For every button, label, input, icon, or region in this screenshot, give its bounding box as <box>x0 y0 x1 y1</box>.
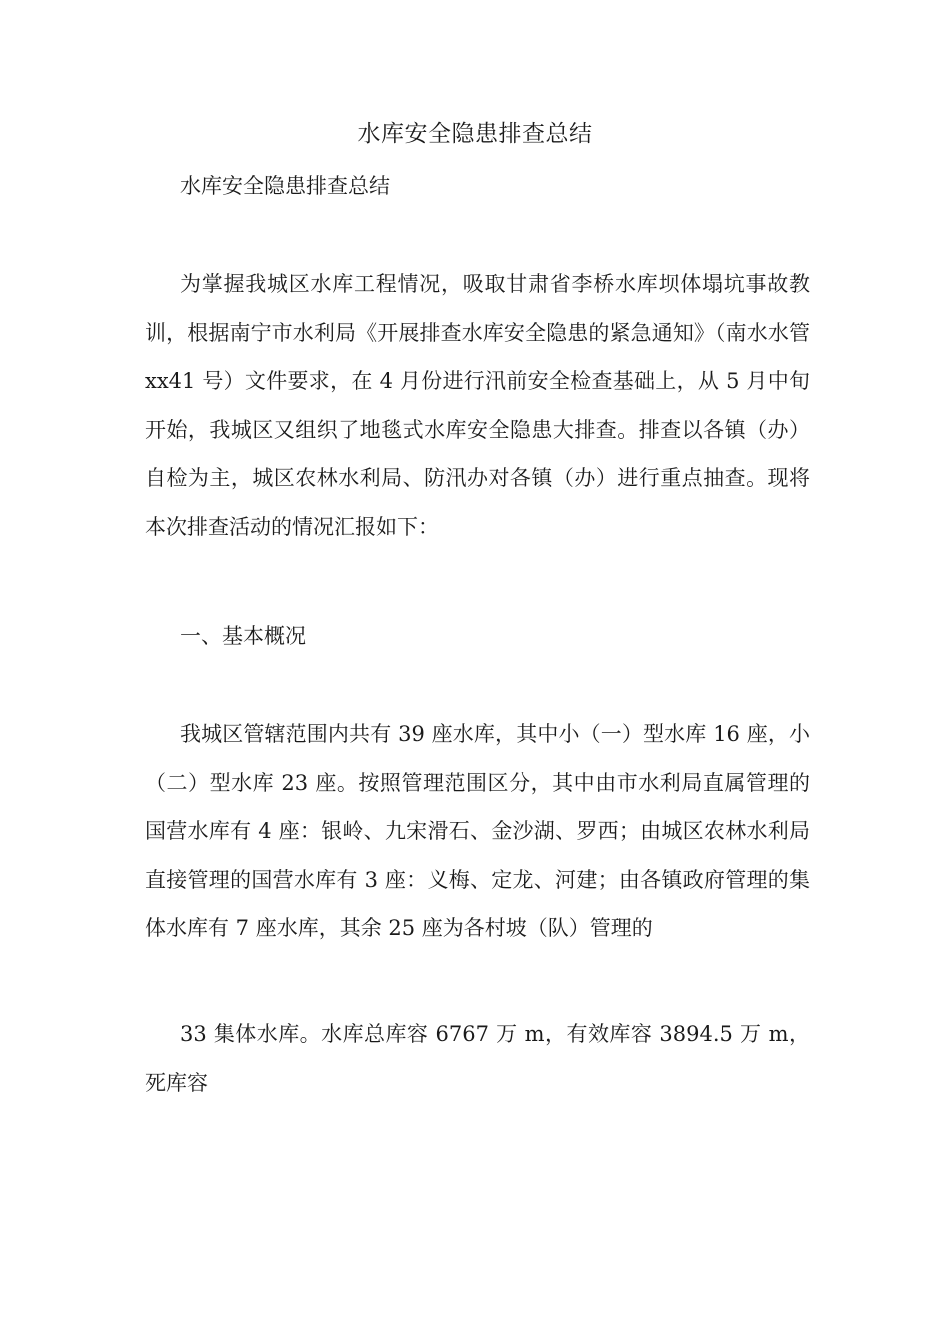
paragraph-overview: 我城区管辖范围内共有 39 座水库，其中小（一）型水库 16 座，小（二）型水库 23 座。按照管理范围区分，其中由市水利局直属管理的国营水库有 4 座：银岭、九宋滑石、金沙湖、罗西；由城区农林水利局直接管理的国营水库有 3 座：义梅、定龙、河建；由各镇政府管理的集体水库有 7 座水库，其余 25 座为各村坡（队）管理的 <box>145 722 810 940</box>
paragraph-capacity: 33 集体水库。水库总库容 6767 万 m，有效库容 3894.5 万 m，死库容 <box>145 1022 810 1095</box>
section-heading-basic-overview: 一、基本概况 <box>180 624 306 648</box>
document-title: 水库安全隐患排查总结 <box>357 121 593 147</box>
paragraph-intro: 为掌握我城区水库工程情况，吸取甘肃省李桥水库坝体塌坑事故教训，根据南宁市水利局《开展排查水库安全隐患的紧急通知》（南水水管 xx41 号）文件要求，在 4 月份进行汛前安全检查基础上，从 5 月中旬开始，我城区又组织了地毯式水库安全隐患大排查。排查以各镇（办）自检为主，城区农林水利局、防汛办对各镇（办）进行重点抽查。现将本次排查活动的情况汇报如下： <box>145 272 810 539</box>
document-subtitle: 水库安全隐患排查总结 <box>180 174 390 198</box>
